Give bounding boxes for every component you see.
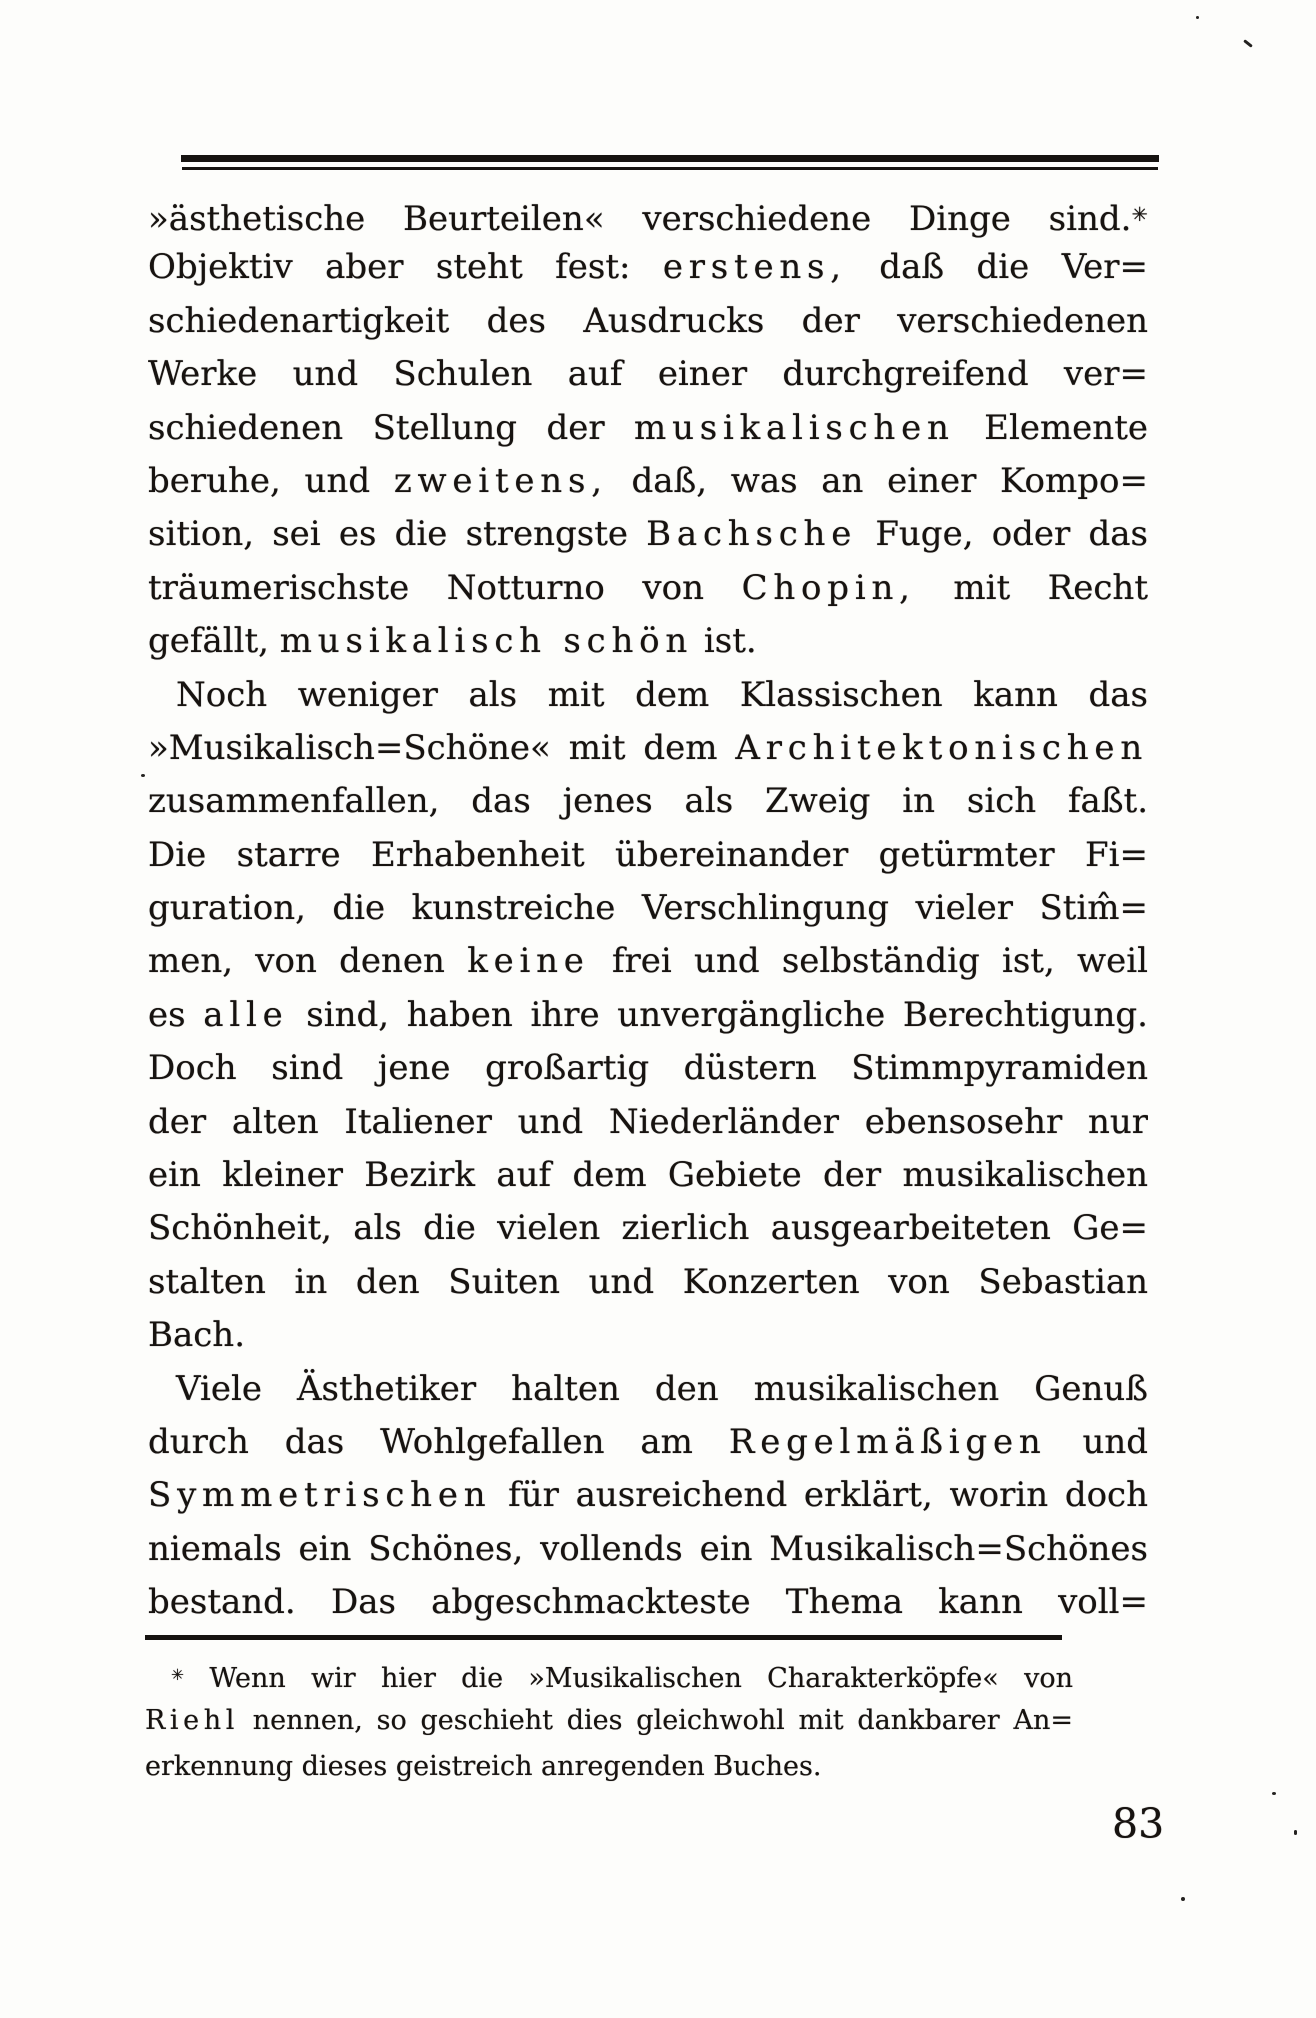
text-segment: alle: [203, 994, 289, 1035]
text-segment: niemals ein Schönes, vollends ein Musikalisch=Schönes: [148, 1528, 1148, 1569]
text-segment: bestand. Das abgeschmackteste Thema kann voll=: [148, 1582, 1148, 1623]
scan-speck: [1272, 1792, 1276, 1795]
text-line: [148, 882, 1148, 935]
page-number: 83: [1112, 1800, 1165, 1848]
text-line: [145, 1652, 1073, 1698]
text-line: [148, 1042, 1148, 1095]
text-segment: Schönheit, als die vielen zierlich ausgearbeiteten Ge=: [148, 1208, 1148, 1249]
text-segment: Regelmäßigen: [728, 1421, 1047, 1462]
text-line: [148, 1309, 1148, 1362]
text-segment: Architektonischen: [735, 727, 1148, 768]
text-segment: »ästhetische Beurteilen« verschiedene Dinge sind.: [148, 198, 1132, 239]
scan-speck: [1294, 1830, 1297, 1835]
text-line: [148, 1202, 1148, 1255]
text-segment: sition, sei es die strengste: [148, 514, 647, 555]
text-line: [148, 1523, 1148, 1576]
text-segment: ist.: [693, 621, 757, 662]
text-segment: Fuge, oder das: [857, 514, 1148, 555]
body-text: [148, 188, 1148, 1630]
text-segment: Bach.: [148, 1315, 246, 1356]
text-segment: zweitens,: [393, 460, 608, 501]
text-segment: Symmetrischen: [148, 1475, 492, 1516]
text-line: [145, 1698, 1073, 1744]
text-line: [148, 1256, 1148, 1309]
text-line: [148, 562, 1148, 615]
text-segment: Chopin,: [741, 567, 916, 608]
text-segment: der alten Italiener und Niederländer ebensosehr nur: [148, 1101, 1148, 1142]
text-segment: Die starre Erhabenheit übereinander getürmter Fi=: [148, 834, 1148, 875]
text-line: [148, 1149, 1148, 1202]
text-segment: Doch sind jene großartig düstern Stimmpyramiden: [148, 1048, 1148, 1089]
text-line: [148, 1469, 1148, 1522]
text-segment: stalten in den Suiten und Konzerten von Sebastian: [148, 1261, 1148, 1302]
text-line: [148, 1363, 1148, 1416]
text-line: [148, 455, 1148, 508]
header-double-rule-thin: [182, 167, 1158, 170]
text-line: [145, 1744, 1073, 1790]
text-line: [148, 935, 1148, 988]
footnote-marker-icon: ✳: [1131, 203, 1148, 226]
text-segment: gefällt,: [148, 621, 280, 662]
text-segment: ein kleiner Bezirk auf dem Gebiete der musikalischen: [148, 1155, 1148, 1196]
footnote-separator-rule: [145, 1635, 1062, 1640]
text-segment: keine: [467, 941, 590, 982]
footnote-text: [145, 1652, 1073, 1790]
text-segment: musikalisch schön: [279, 621, 694, 662]
text-segment: erkennung dieses geistreich anregenden Buches.: [145, 1751, 822, 1782]
text-line: [148, 402, 1148, 455]
text-segment: Riehl: [145, 1705, 239, 1736]
text-segment: schiedenen Stellung der: [148, 407, 635, 448]
header-double-rule-thick: [181, 155, 1159, 162]
text-segment: Werke und Schulen auf einer durchgreifend ver=: [148, 354, 1148, 395]
text-segment: Elemente: [954, 407, 1148, 448]
scan-speck: [141, 774, 145, 777]
text-line: [148, 615, 1148, 668]
text-line: [148, 1096, 1148, 1149]
text-segment: für ausreichend erklärt, worin doch: [491, 1475, 1148, 1516]
text-segment: Bachsche: [646, 514, 858, 555]
text-line: [148, 348, 1148, 401]
text-segment: durch das Wohlgefallen am: [148, 1421, 729, 1462]
text-segment: guration, die kunstreiche Verschlingung vieler Stim̂=: [148, 888, 1148, 929]
text-segment: und: [1046, 1421, 1148, 1462]
text-segment: schiedenartigkeit des Ausdrucks der verschiedenen: [148, 300, 1148, 341]
text-line: [148, 1416, 1148, 1469]
scan-speck: [1243, 39, 1253, 48]
text-line: [148, 989, 1148, 1042]
text-segment: es: [148, 994, 204, 1035]
text-line: [148, 829, 1148, 882]
text-segment: zusammenfallen, das jenes als Zweig in sich faßt.: [148, 781, 1148, 822]
text-line: [148, 775, 1148, 828]
scan-speck: [1181, 1897, 1185, 1901]
text-line: [148, 722, 1148, 775]
text-segment: erstens,: [662, 247, 847, 288]
text-segment: frei und selbständig ist, weil: [589, 941, 1148, 982]
text-segment: mit Recht: [915, 567, 1148, 608]
text-segment: musikalischen: [634, 407, 955, 448]
text-segment: Viele Ästhetiker halten den musikalischen Genuß: [176, 1368, 1148, 1409]
text-segment: beruhe, und: [148, 460, 394, 501]
text-line: [148, 188, 1148, 241]
text-line: [148, 508, 1148, 561]
text-line: [148, 1576, 1148, 1629]
footnote-marker-icon: ✳: [171, 1665, 185, 1684]
text-line: [148, 241, 1148, 294]
scan-speck: [1196, 16, 1199, 19]
text-line: [148, 295, 1148, 348]
text-segment: »Musikalisch=Schöne« mit dem: [148, 727, 736, 768]
text-segment: daß, was an einer Kompo=: [607, 460, 1148, 501]
text-segment: Noch weniger als mit dem Klassischen kann das: [176, 674, 1148, 715]
text-line: [148, 669, 1148, 722]
text-segment: Objektiv aber steht fest:: [148, 247, 663, 288]
text-segment: nennen, so geschieht dies gleichwohl mit dankbarer An=: [238, 1705, 1073, 1736]
text-segment: sind, haben ihre unvergängliche Berechtigung.: [288, 994, 1148, 1035]
text-segment: träumerischste Notturno von: [148, 567, 742, 608]
text-segment: men, von denen: [148, 941, 468, 982]
text-segment: Wenn wir hier die »Musikalischen Charakterköpfe« von: [184, 1663, 1073, 1695]
text-segment: daß die Ver=: [846, 247, 1148, 288]
